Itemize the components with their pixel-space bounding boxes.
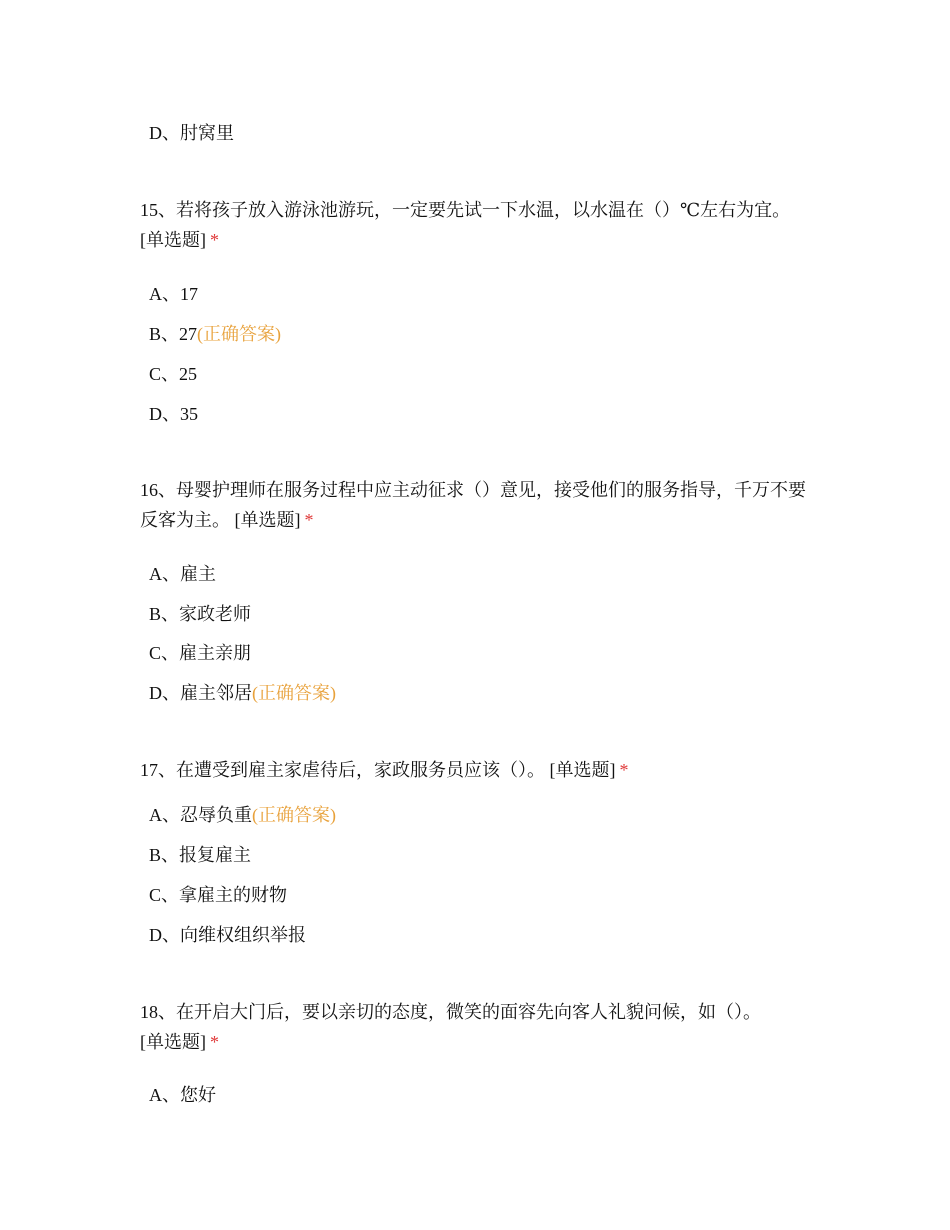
question-15 — [140, 195, 820, 255]
q15-option-b: B、27(正确答案) — [149, 324, 282, 344]
q17-option-c: C、拿雇主的财物 — [149, 885, 288, 905]
correct-answer-tag: (正确答案) — [252, 805, 336, 825]
q16-option-a: A、雇主 — [149, 564, 216, 584]
q16-option-b: B、家政老师 — [149, 604, 252, 624]
question-type-tag: [单选题] — [234, 510, 301, 530]
question-17 — [140, 755, 820, 785]
required-mark: * — [304, 510, 314, 530]
question-type-tag: [单选题] — [140, 230, 206, 250]
q17-option-d: D、向维权组织举报 — [149, 925, 306, 945]
question-text: 16、母婴护理师在服务过程中应主动征求（）意见，接受他们的服务指导，千万不要反客为主。 [单选题] * — [140, 480, 806, 530]
question-text: 15、若将孩子放入游泳池游玩，一定要先试一下水温，以水温在（）℃左右为宜。 [单选题] * — [140, 200, 791, 250]
question-18 — [140, 997, 820, 1057]
required-mark: * — [210, 1032, 219, 1052]
question-type-tag: [单选题] — [549, 760, 616, 780]
correct-answer-tag: (正确答案) — [252, 683, 336, 703]
q18-option-a: A、您好 — [149, 1085, 216, 1105]
correct-answer-tag: (正确答案) — [197, 324, 282, 344]
option-prev-d: D、肘窝里 — [149, 123, 234, 143]
q15-option-c: C、25 — [149, 364, 198, 384]
required-mark: * — [210, 230, 219, 250]
question-16 — [140, 475, 820, 535]
q17-option-a: A、忍辱负重(正确答案) — [149, 805, 336, 825]
question-text: 17、在遭受到雇主家虐待后，家政服务员应该（）。 [单选题] * — [140, 760, 629, 780]
q17-option-b: B、报复雇主 — [149, 845, 252, 865]
q16-option-c: C、雇主亲朋 — [149, 643, 252, 663]
q15-option-d: D、35 — [149, 404, 198, 424]
question-text: 18、在开启大门后，要以亲切的态度，微笑的面容先向客人礼貌问候，如（）。 [单选题] * — [140, 1002, 761, 1052]
q15-option-a: A、17 — [149, 284, 198, 304]
q16-option-d: D、雇主邻居(正确答案) — [149, 683, 336, 703]
required-mark: * — [619, 760, 629, 780]
question-type-tag: [单选题] — [140, 1032, 206, 1052]
